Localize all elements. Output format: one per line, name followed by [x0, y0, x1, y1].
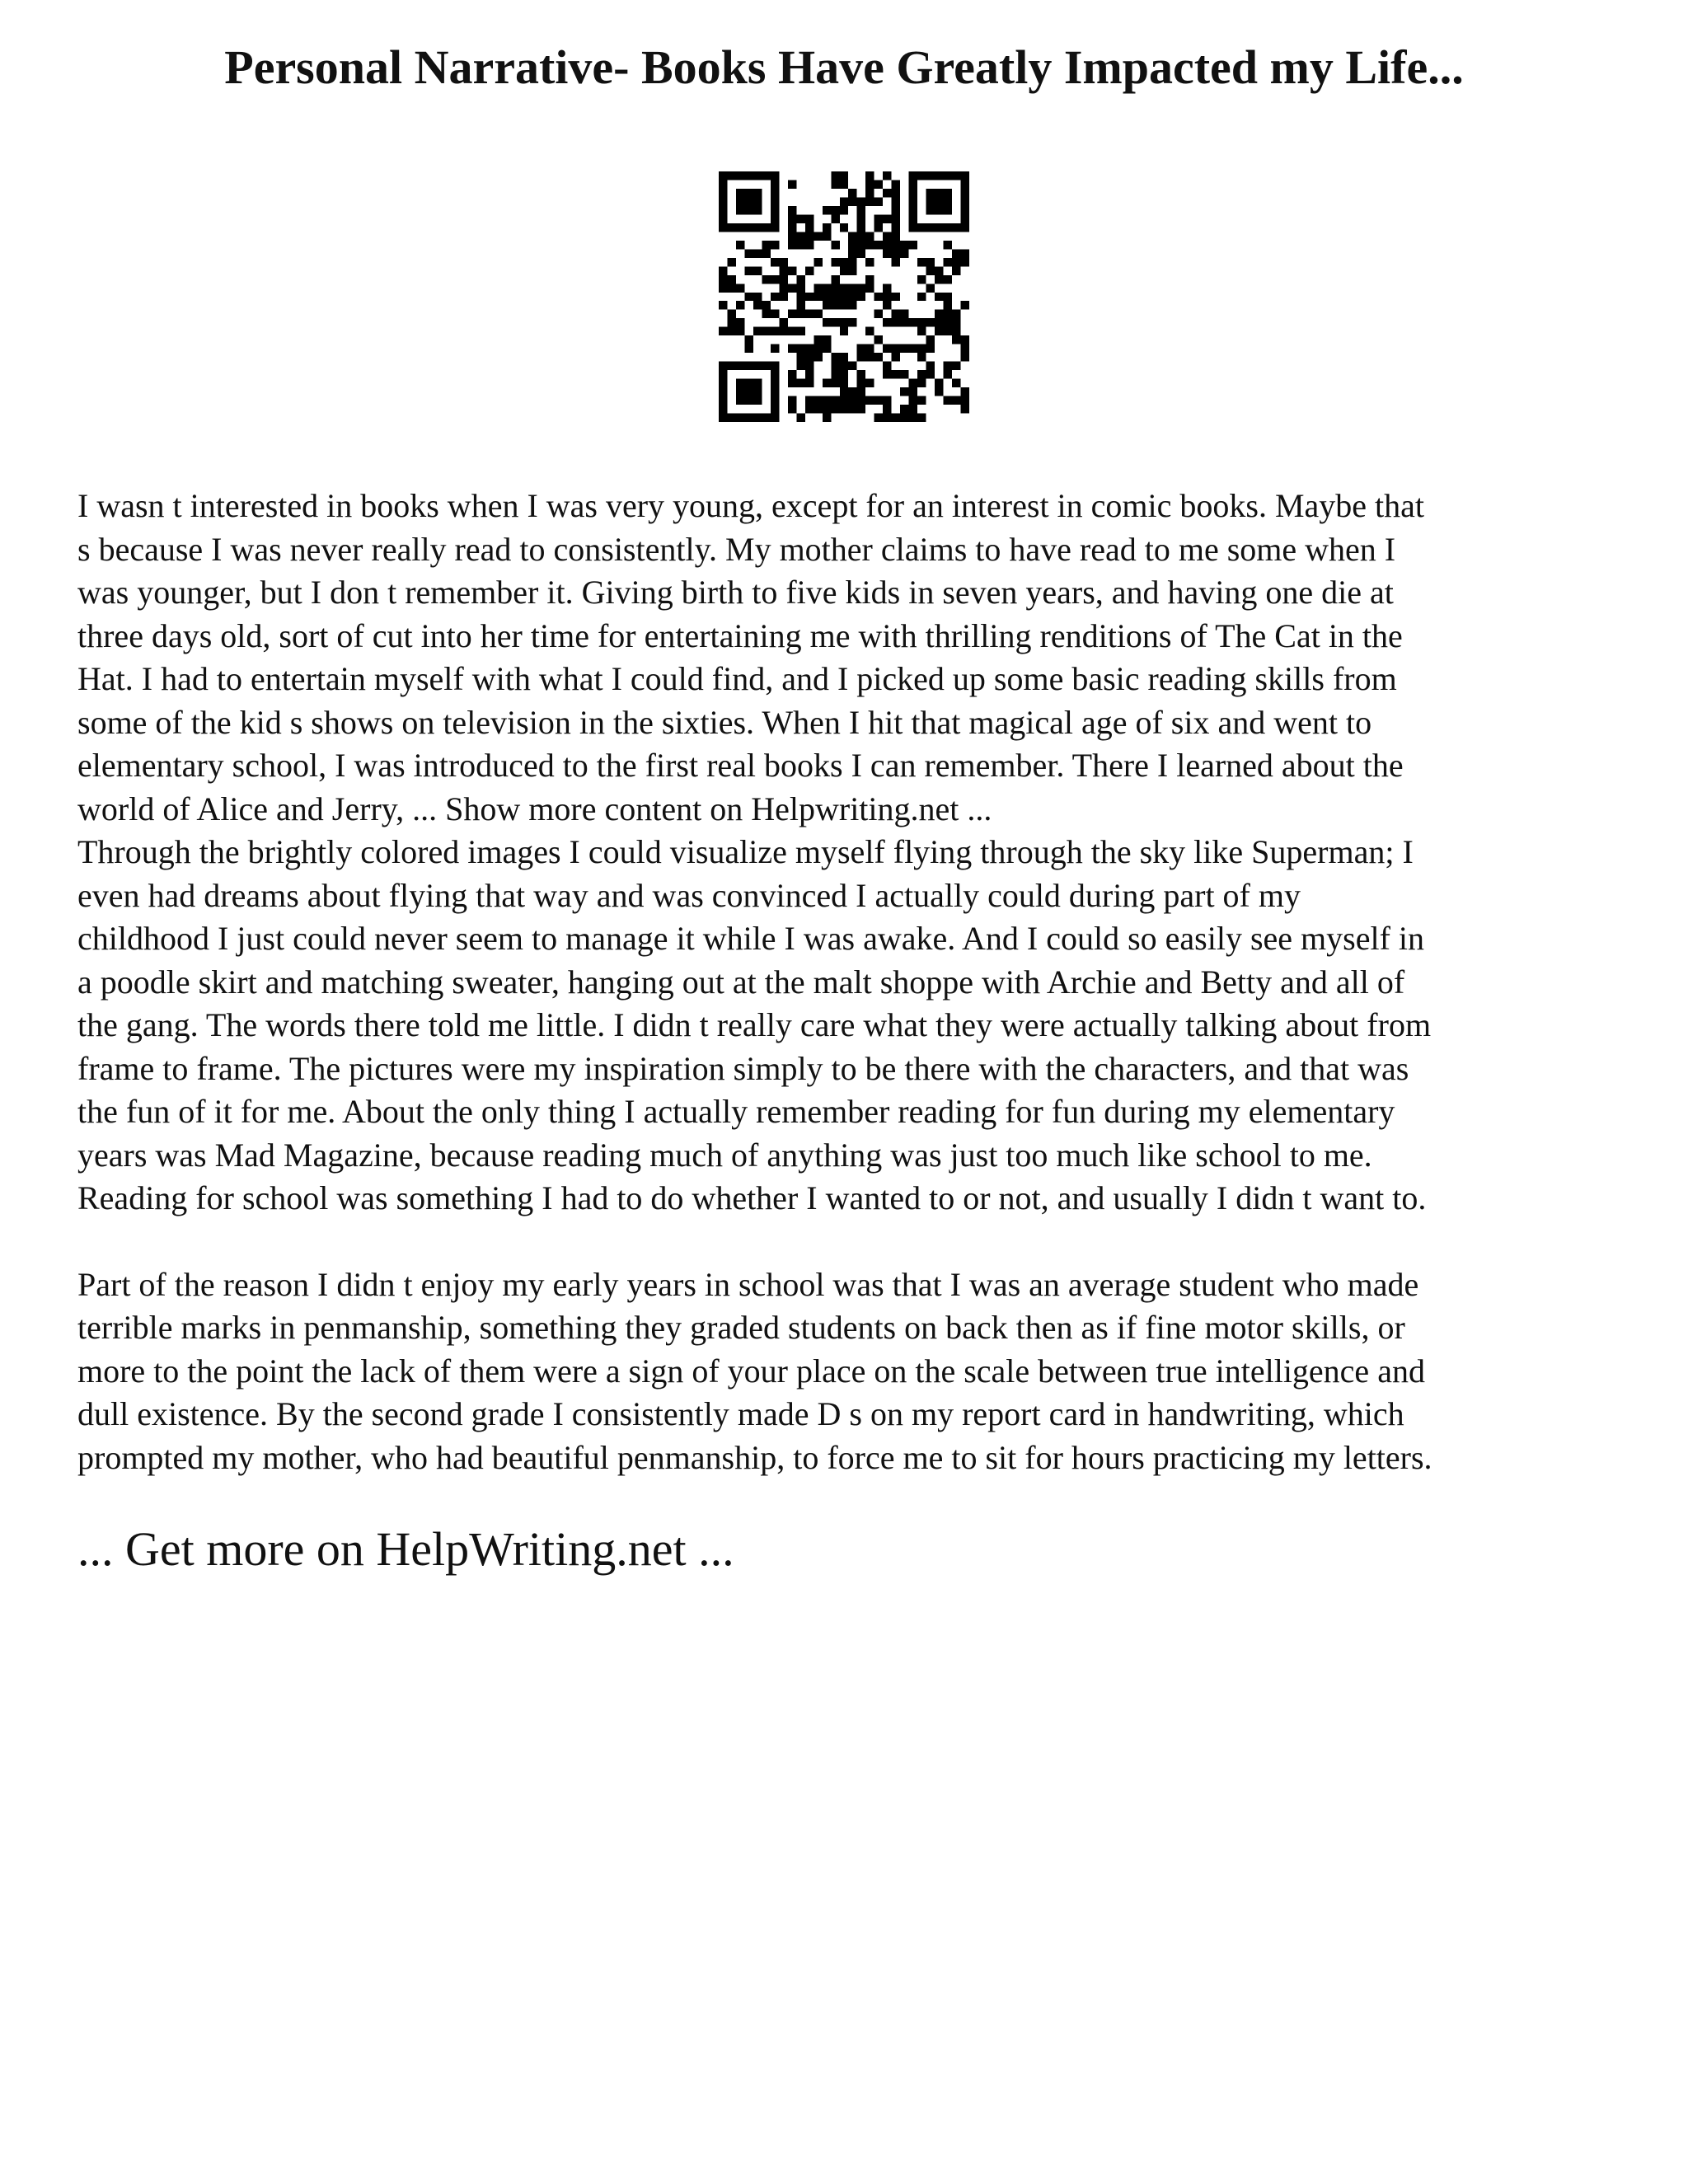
qr-code-icon: [719, 171, 969, 422]
paragraph-2: [77, 831, 1627, 1221]
text-line: childhood I just could never seem to manage it while I was awake. And I could so easily see myself in: [77, 920, 1425, 957]
text-line: Reading for school was something I had to do whether I wanted to or not, and usually I didn t want to.: [77, 1179, 1427, 1216]
text-line: world of Alice and Jerry, ... Show more content on Helpwriting.net ...: [77, 790, 992, 827]
text-line: elementary school, I was introduced to the first real books I can remember. There I learned about the: [77, 747, 1404, 784]
text-line: three days old, sort of cut into her time for entertaining me with thrilling renditions of The Cat in the: [77, 616, 1403, 654]
text-line: frame to frame. The pictures were my inspiration simply to be there with the characters, and that was: [77, 1049, 1409, 1087]
text-line: I wasn t interested in books when I was very young, except for an interest in comic books. Maybe that: [77, 487, 1425, 524]
text-line: years was Mad Magazine, because reading much of anything was just too much like school to me.: [77, 1136, 1372, 1174]
paragraph-3: [77, 1263, 1627, 1480]
text-line: a poodle skirt and matching sweater, hanging out at the malt shoppe with Archie and Betty and all of: [77, 963, 1405, 1001]
text-line: dull existence. By the second grade I consistently made D s on my report card in handwriting, which: [77, 1395, 1404, 1432]
get-more-link[interactable]: ... Get more on HelpWriting.net ...: [77, 1522, 734, 1576]
text-line: the fun of it for me. About the only thing I actually remember reading for fun during my elementary: [77, 1093, 1395, 1130]
document-body: [77, 485, 1627, 1479]
paragraph-1: [77, 485, 1627, 831]
text-line: more to the point the lack of them were a sign of your place on the scale between true intelligence and: [77, 1352, 1425, 1390]
text-line: s because I was never really read to consistently. My mother claims to have read to me some when I: [77, 530, 1396, 568]
text-line: prompted my mother, who had beautiful penmanship, to force me to sit for hours practicing my letters.: [77, 1438, 1432, 1476]
text-line: some of the kid s shows on television in the sixties. When I hit that magical age of six and went to: [77, 703, 1372, 741]
text-line: even had dreams about flying that way and was convinced I actually could during part of my: [77, 876, 1301, 914]
text-line: Part of the reason I didn t enjoy my early years in school was that I was an average student who made: [77, 1265, 1419, 1303]
text-line: the gang. The words there told me little. I didn t really care what they were actually talking about from: [77, 1006, 1432, 1043]
text-line: Hat. I had to entertain myself with what I could find, and I picked up some basic reading skills from: [77, 660, 1397, 697]
text-line: Through the brightly colored images I could visualize myself flying through the sky like Superman; I: [77, 833, 1414, 870]
document-title: Personal Narrative- Books Have Greatly Impacted my Life...: [224, 40, 1464, 94]
text-line: was younger, but I don t remember it. Giving birth to five kids in seven years, and having one die at: [77, 574, 1394, 611]
text-line: terrible marks in penmanship, something they graded students on back then as if fine motor skills, or: [77, 1309, 1405, 1346]
